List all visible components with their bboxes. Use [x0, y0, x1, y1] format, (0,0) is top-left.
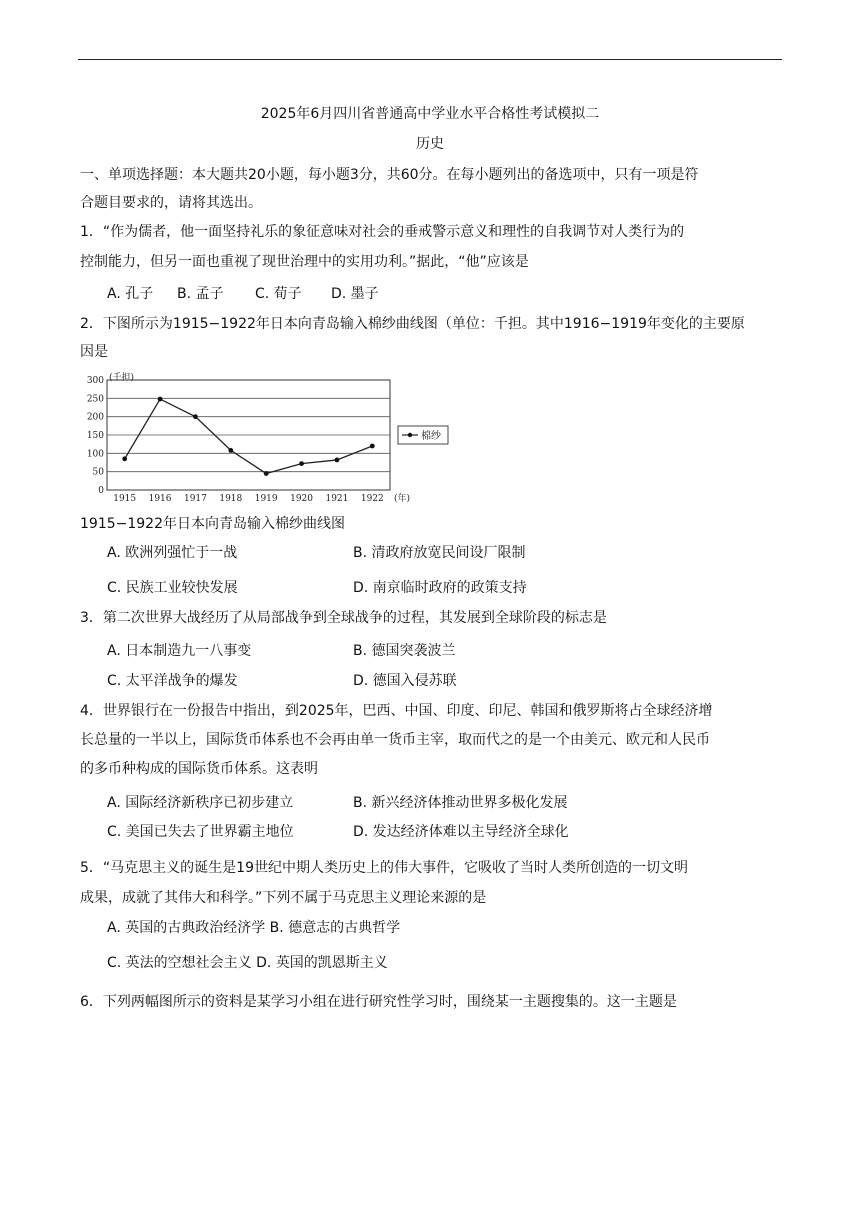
question-5-text: 成果，成就了其伟大和科学。”下列不属于马克思主义理论来源的是 [80, 890, 487, 906]
q3-option-d[interactable]: D. 德国入侵苏联 [353, 673, 457, 689]
q1-option-b[interactable]: B. 孟子 [177, 286, 224, 302]
y-tick-label: 150 [86, 431, 104, 441]
exam-subject: 历史 [416, 136, 444, 152]
q4-option-d[interactable]: D. 发达经济体难以主导经济全球化 [353, 824, 569, 840]
cotton-yarn-line-chart [80, 370, 441, 505]
q3-option-b[interactable]: B. 德国突袭波兰 [353, 643, 456, 659]
x-tick-label: 1915 [113, 494, 137, 504]
q4-option-a[interactable]: A. 国际经济新秩序已初步建立 [107, 795, 294, 811]
question-1-text: 1．“作为儒者，他一面坚持礼乐的象征意味对社会的垂戒警示意义和理性的自我调节对人类行为的 [80, 224, 685, 240]
data-point [299, 461, 304, 466]
chart-caption: 1915−1922年日本向青岛输入棉纱曲线图 [80, 516, 345, 532]
data-point [370, 444, 375, 449]
question-4-text: 长总量的一半以上，国际货币体系也不会再由单一货币主宰，取而代之的是一个由美元、欧元和人民币 [80, 732, 710, 748]
y-tick-label: 300 [86, 376, 104, 386]
question-2-text: 因是 [80, 344, 108, 360]
y-tick-label: 0 [98, 486, 104, 496]
x-axis-label: (年) [394, 494, 411, 504]
legend-marker [408, 433, 412, 437]
q2-option-b[interactable]: B. 清政府放宽民间设厂限制 [353, 545, 526, 561]
data-point [335, 458, 340, 463]
question-2-text: 2．下图所示为1915−1922年日本向青岛输入棉纱曲线图（单位：千担。其中1916−1919年变化的主要原 [80, 316, 745, 332]
q3-option-c[interactable]: C. 太平洋战争的爆发 [107, 673, 238, 689]
x-tick-label: 1921 [325, 494, 349, 504]
q1-option-d[interactable]: D. 墨子 [331, 286, 379, 302]
q3-option-a[interactable]: A. 日本制造九一八事变 [107, 643, 252, 659]
data-point [193, 414, 198, 419]
x-tick-label: 1920 [290, 494, 314, 504]
question-4-text: 的多币种构成的国际货币体系。这表明 [80, 761, 318, 777]
x-tick-label: 1918 [219, 494, 243, 504]
data-point [228, 448, 233, 453]
data-point [122, 456, 127, 461]
y-tick-label: 200 [86, 412, 104, 423]
y-tick-label: 50 [92, 467, 104, 478]
data-point [158, 397, 163, 402]
series-line-mianshai [125, 399, 373, 473]
q4-option-b[interactable]: B. 新兴经济体推动世界多极化发展 [353, 795, 568, 811]
q1-option-a[interactable]: A. 孔子 [107, 286, 154, 302]
x-tick-label: 1917 [183, 494, 207, 504]
q5-options-ab[interactable]: A. 英国的古典政治经济学 B. 德意志的古典哲学 [107, 920, 401, 936]
question-5-text: 5．“马克思主义的诞生是19世纪中期人类历史上的伟大事件，它吸收了当时人类所创造的一切文明 [80, 860, 688, 876]
q1-option-c[interactable]: C. 荀子 [255, 286, 302, 302]
question-6-text: 6．下列两幅图所示的资料是某学习小组在进行研究性学习时，围绕某一主题搜集的。这一主题是 [80, 994, 677, 1010]
y-axis-label: (千担) [109, 373, 135, 383]
question-4-text: 4．世界银行在一份报告中指出，到2025年，巴西、中国、印度、印尼、韩国和俄罗斯将占全球经济增 [80, 703, 713, 719]
q2-option-c[interactable]: C. 民族工业较快发展 [107, 580, 238, 596]
x-tick-label: 1919 [254, 494, 278, 504]
y-tick-label: 250 [86, 394, 104, 405]
header-rule [78, 59, 782, 60]
q5-options-cd[interactable]: C. 英法的空想社会主义 D. 英国的凯恩斯主义 [107, 955, 388, 971]
q2-option-d[interactable]: D. 南京临时政府的政策支持 [353, 580, 527, 596]
exam-title: 2025年6月四川省普通高中学业水平合格性考试模拟二 [260, 106, 600, 122]
question-3-text: 3．第二次世界大战经历了从局部战争到全球战争的过程，其发展到全球阶段的标志是 [80, 610, 607, 626]
legend-label: 棉纱 [421, 431, 441, 442]
x-tick-label: 1922 [360, 494, 384, 504]
y-tick-label: 100 [86, 449, 104, 460]
section-instructions: 合题目要求的，请将其选出。 [80, 195, 262, 211]
x-tick-label: 1916 [148, 494, 172, 504]
data-point [264, 471, 269, 476]
q2-option-a[interactable]: A. 欧洲列强忙于一战 [107, 545, 238, 561]
q4-option-c[interactable]: C. 美国已失去了世界霸主地位 [107, 824, 294, 840]
section-instructions: 一、单项选择题：本大题共20小题，每小题3分，共60分。在每小题列出的备选项中，只有一项是符 [80, 167, 699, 183]
question-1-text: 控制能力，但另一面也重视了现世治理中的实用功利。”据此，“他”应该是 [80, 254, 529, 270]
